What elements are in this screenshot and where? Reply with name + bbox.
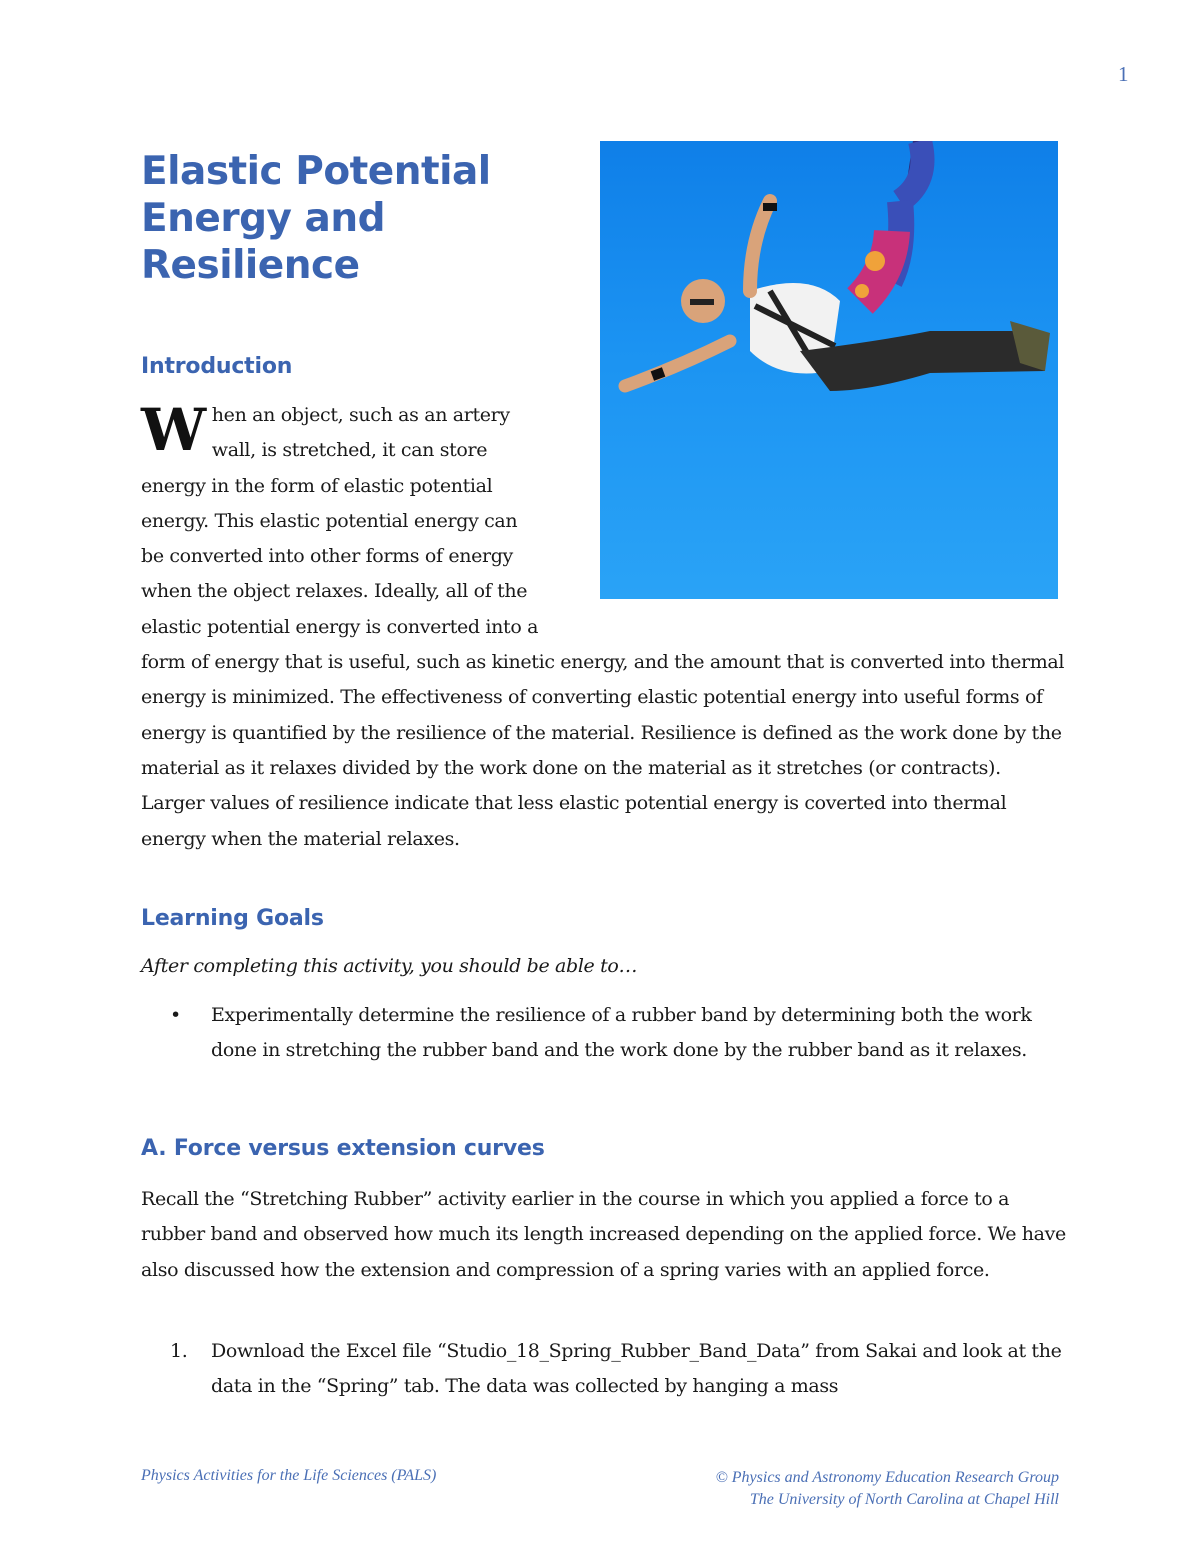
introduction-body [141, 398, 1066, 857]
learning-goals-list [170, 998, 1065, 1069]
list-item-text: Download the Excel file “Studio_18_Spring_Rubber_Band_Data” from Sakai and look at the data in the “Spring” tab. The data was collected by hanging a mass [211, 1340, 1062, 1398]
footer-credits [716, 1467, 1059, 1511]
footer-course-name: Physics Activities for the Life Sciences (PALS) [141, 1467, 437, 1484]
introduction-text: hen an object, such as an artery wall, is stretched, it can store energy in the form of elastic potential energy. This elastic potential energy can be converted into other forms of energy when the object relaxes. Ideally, all of the elastic potential energy is converted into a form of energy that is useful, such as kinetic energy, and the amount that is converted into thermal energy is minimized. The effectiveness of converting elastic potential energy into useful forms of energy is quantified by the resilience of the material. Resilience is defined as the work done by the material as it relaxes divided by the work done on the material as it stretches (or contracts). Larger values of resilience indicate that less elastic potential energy is coverted into thermal energy when the material relaxes. [141, 404, 1065, 850]
section-a-steps [170, 1334, 1065, 1405]
footer-copyright: © Physics and Astronomy Education Research Group [715, 1469, 1059, 1486]
bullet-marker: • [170, 1004, 181, 1026]
drop-cap: W [141, 396, 206, 464]
learning-goals-heading: Learning Goals [141, 906, 324, 931]
list-item [170, 998, 1065, 1069]
introduction-heading: Introduction [141, 354, 293, 379]
section-a-paragraph: Recall the “Stretching Rubber” activity earlier in the course in which you applied a force to a rubber band and observed how much its length increased depending on the applied force. We have also discussed how the extension and compression of a spring varies with an applied force. [141, 1188, 1066, 1281]
page-title: Elastic Potential Energy and Resilience [141, 149, 491, 288]
list-item-text: Experimentally determine the resilience of a rubber band by determining both the work done in stretching the rubber band and the work done by the rubber band as it relaxes. [211, 1004, 1032, 1062]
section-a-heading: A. Force versus extension curves [141, 1136, 545, 1161]
list-item [170, 1334, 1065, 1405]
page-number: 1 [1118, 62, 1129, 86]
footer-university: The University of North Carolina at Chapel Hill [749, 1491, 1059, 1508]
step-number: 1. [170, 1340, 188, 1362]
learning-goals-lead: After completing this activity, you should be able to… [141, 955, 638, 977]
